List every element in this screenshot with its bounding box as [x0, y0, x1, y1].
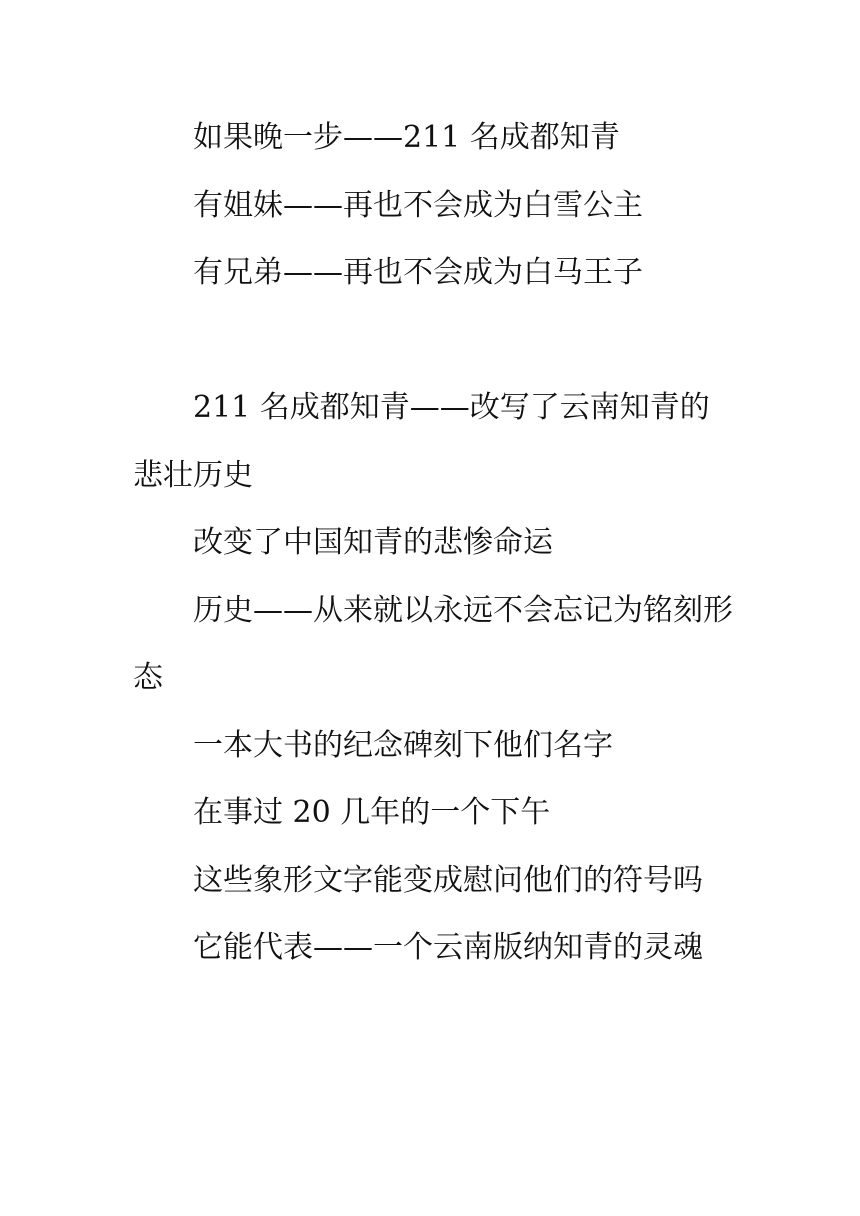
paragraph-3: 有兄弟——再也不会成为白马王子: [193, 255, 643, 290]
paragraph-8: 在事过 20 几年的一个下午: [193, 795, 551, 830]
blank-line: [133, 307, 733, 375]
paragraph-5: 改变了中国知青的悲惨命运: [193, 525, 553, 560]
poem-text: [133, 104, 733, 982]
paragraph-6: 历史——从来就以永远不会忘记为铭刻形态: [133, 592, 733, 695]
paragraph-7: 一本大书的纪念碑刻下他们名字: [193, 727, 613, 763]
paragraph-10: 它能代表——一个云南版纳知青的灵魂: [193, 930, 703, 965]
paragraph-2: 有姐妹——再也不会成为白雪公主: [193, 187, 643, 223]
paragraph-9: 这些象形文字能变成慰问他们的符号吗: [193, 862, 703, 898]
paragraph-1: 如果晚一步——211 名成都知青: [193, 120, 620, 155]
paragraph-4: 211 名成都知青——改写了云南知青的悲壮历史: [133, 390, 710, 493]
